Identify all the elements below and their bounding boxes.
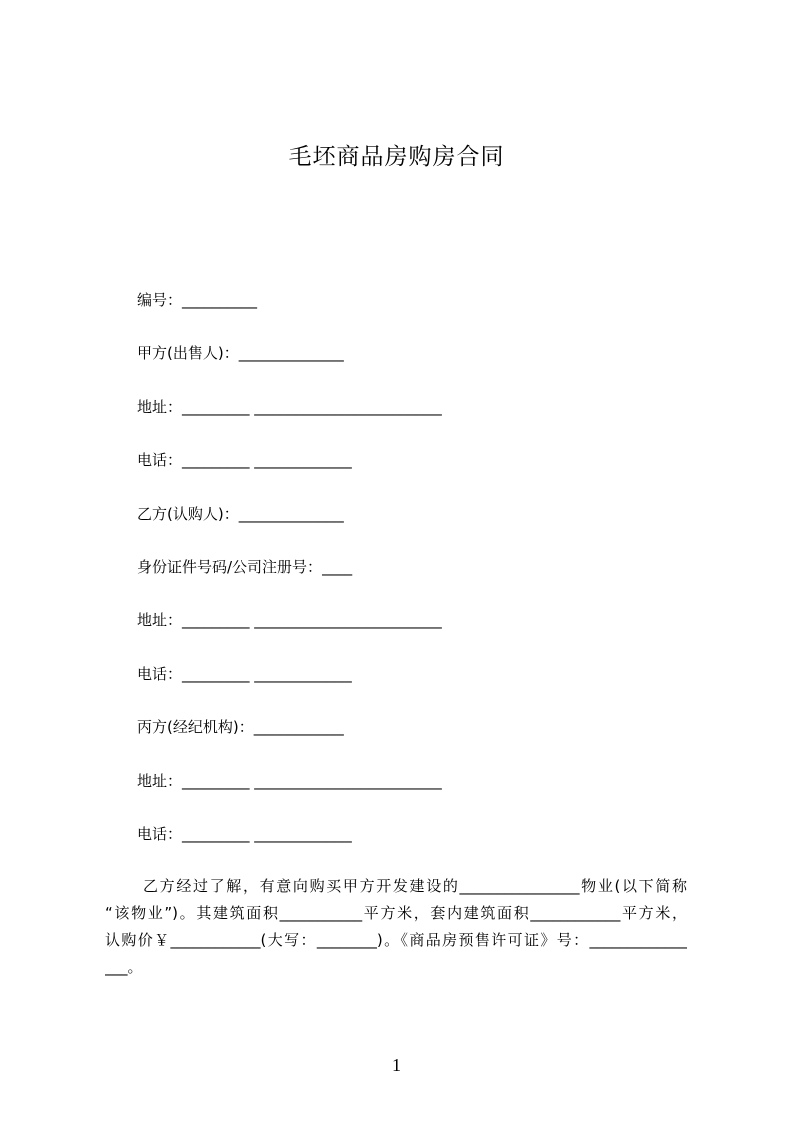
field-row-contract-number bbox=[137, 290, 737, 343]
field-row-party-a-phone bbox=[137, 450, 737, 503]
field-blank: _________ _____________ bbox=[182, 451, 352, 470]
field-row-party-b-buyer bbox=[137, 504, 737, 557]
field-blank: ______________ bbox=[238, 344, 344, 363]
paragraph-line: “该物业”)。其建筑面积___________平方米，套内建筑面积____________平方米， bbox=[105, 904, 687, 922]
field-blank: _________ _________________________ bbox=[182, 397, 442, 416]
document-title: 毛坯商品房购房合同 bbox=[288, 144, 505, 170]
field-row-party-a-seller bbox=[137, 343, 737, 396]
field-label: 甲方(出售人)： bbox=[137, 344, 239, 363]
field-row-party-b-id-number bbox=[137, 557, 737, 610]
field-label: 电话： bbox=[137, 824, 183, 843]
field-blank: _________ _________________________ bbox=[182, 771, 442, 790]
field-label: 地址： bbox=[137, 397, 183, 416]
field-blank: _________ _____________ bbox=[182, 664, 352, 683]
paragraph-line: 乙方经过了解，有意向购买甲方开发建设的________________物业(以下简称 bbox=[143, 877, 687, 895]
field-label: 乙方(认购人)： bbox=[137, 504, 239, 523]
field-row-party-b-address bbox=[137, 610, 737, 663]
field-blank: _________ _________________________ bbox=[182, 611, 442, 630]
purchase-intent-paragraph bbox=[105, 873, 687, 981]
field-blank: ____________ bbox=[253, 718, 344, 737]
field-blank: _________ _____________ bbox=[182, 824, 352, 843]
field-label: 电话： bbox=[137, 451, 183, 470]
field-row-party-c-phone bbox=[137, 824, 737, 877]
field-label: 地址： bbox=[137, 611, 183, 630]
field-blank: ______________ bbox=[238, 504, 344, 523]
field-blank: __________ bbox=[182, 291, 258, 309]
field-label: 地址： bbox=[137, 771, 183, 790]
field-row-party-c-agency bbox=[137, 717, 737, 770]
field-blank: ____ bbox=[322, 557, 353, 576]
field-label: 电话： bbox=[137, 664, 183, 683]
page-number: 1 bbox=[392, 1055, 401, 1075]
field-row-party-b-phone bbox=[137, 664, 737, 717]
field-label: 丙方(经纪机构)： bbox=[137, 718, 254, 737]
field-row-party-c-address bbox=[137, 771, 737, 824]
field-row-party-a-address bbox=[137, 397, 737, 450]
paragraph-line: ___。 bbox=[105, 958, 143, 976]
field-label: 身份证件号码/公司注册号： bbox=[137, 557, 323, 576]
paragraph-line: 认购价￥____________(大写：________)。《商品房预售许可证》号：_____________ bbox=[105, 931, 687, 949]
contract-fields bbox=[137, 290, 737, 877]
field-label: 编号： bbox=[137, 291, 183, 309]
